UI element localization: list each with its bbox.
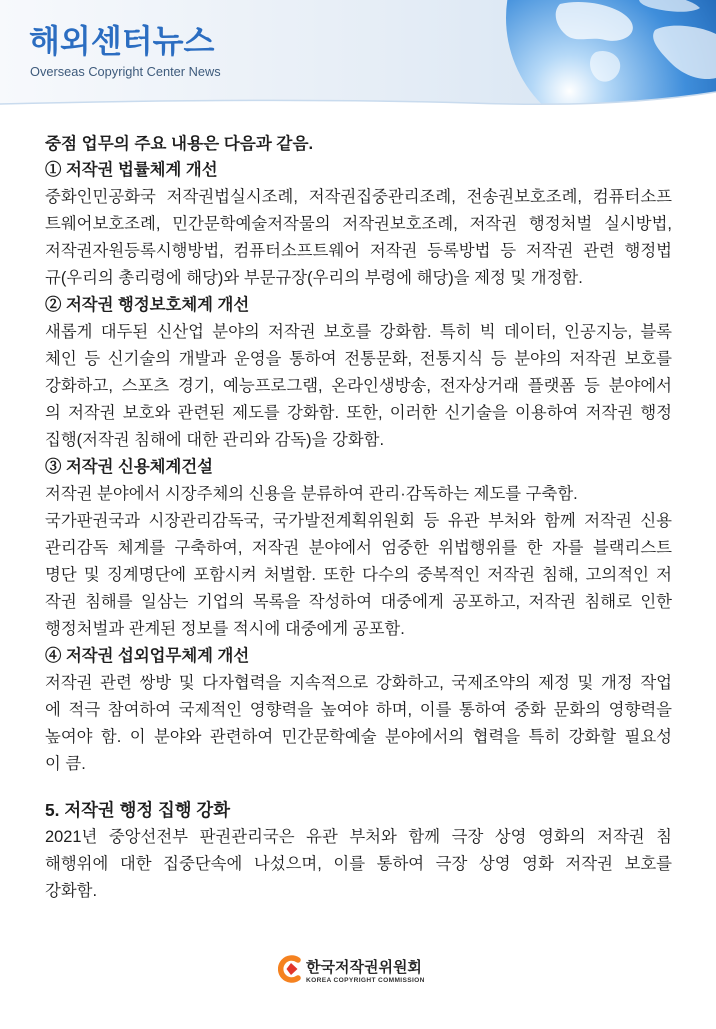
section-administrative-protection bbox=[45, 292, 672, 454]
body-line: 규(우리의 총리령에 해당)와 부문규장(우리의 부령에 해당)을 제정 및 개정함. bbox=[45, 269, 583, 287]
section-heading: ① 저작권 법률체계 개선 bbox=[45, 161, 218, 179]
paragraph bbox=[45, 508, 672, 643]
newsletter-subtitle: Overseas Copyright Center News bbox=[30, 64, 221, 79]
body-line: 강화하고, 스포츠 경기, 예능프로그램, 온라인생방송, 전자상거래 플랫폼 등 분야에서 bbox=[45, 377, 672, 395]
section-legal-framework bbox=[45, 157, 672, 292]
paragraph bbox=[45, 319, 672, 454]
body-line: 새롭게 대두된 신산업 분야의 저작권 보호를 강화함. 특히 빅 데이터, 인공지능, 블록 bbox=[45, 323, 672, 341]
section-enforcement bbox=[45, 797, 672, 905]
section-heading: ③ 저작권 신용체계건설 bbox=[45, 458, 213, 476]
body-line: 의 저작권 보호와 관련된 제도를 강화함. 또한, 이러한 신기술을 이용하여 저작권 행정 bbox=[45, 404, 672, 422]
paragraph bbox=[45, 670, 672, 778]
body-line: 관리감독 체계를 구축하여, 저작권 분야에서 엄중한 위법행위를 한 자를 블랙리스트 bbox=[45, 539, 672, 557]
body-line: 해행위에 대한 집중단속에 나섰으며, 이를 통하여 극장 상영 영화 저작권 보호를 bbox=[45, 854, 672, 873]
paragraph bbox=[45, 824, 672, 905]
body-line: 저작권자원등록시행방법, 컴퓨터소프트웨어 저작권 등록방법 등 저작권 관련 행정법 bbox=[45, 242, 672, 260]
section-heading: ② 저작권 행정보호체계 개선 bbox=[45, 296, 250, 314]
publisher-name-english: KOREA COPYRIGHT COMMISSION bbox=[306, 977, 425, 984]
body-line: 저작권 분야에서 시장주체의 신용을 분류하여 관리·감독하는 제도를 구축함. bbox=[45, 485, 578, 503]
newsletter-banner bbox=[0, 0, 716, 108]
section-credit-system bbox=[45, 454, 672, 643]
body-line: 작권 침해를 일삼는 기업의 목록을 작성하여 대중에게 공포하고, 저작권 침해로 인한 bbox=[45, 593, 672, 611]
section-heading: 5. 저작권 행정 집행 강화 bbox=[45, 799, 231, 820]
article-body bbox=[45, 130, 672, 905]
body-line: 중화인민공화국 저작권법실시조례, 저작권집중관리조례, 전송권보호조례, 컴퓨터소프 bbox=[45, 188, 672, 206]
body-line: 이 큼. bbox=[45, 755, 86, 773]
body-line: 강화함. bbox=[45, 881, 98, 900]
section-heading: ④ 저작권 섭외업무체계 개선 bbox=[45, 647, 250, 665]
intro-statement: 중점 업무의 주요 내용은 다음과 같음. bbox=[45, 134, 314, 153]
body-line: 국가판권국과 시장관리감독국, 국가발전계획위원회 등 유관 부처와 함께 저작권 신용 bbox=[45, 512, 672, 530]
korea-copyright-commission-logo-icon bbox=[278, 953, 304, 985]
publisher-name: 한국저작권위원회 bbox=[306, 958, 422, 976]
body-line: 체인 등 신기술의 개발과 운영을 통하여 전통문화, 전통지식 등 분야의 저작권 보호를 bbox=[45, 350, 672, 368]
paragraph bbox=[45, 184, 672, 292]
body-line: 2021년 중앙선전부 판권관리국은 유관 부처와 함께 극장 상영 영화의 저작권 침 bbox=[45, 827, 672, 846]
body-line: 집행(저작권 침해에 대한 관리와 감독)을 강화함. bbox=[45, 431, 385, 449]
body-line: 행정처벌과 관계된 정보를 적시에 대중에게 공포함. bbox=[45, 620, 405, 638]
newsletter-title: 해외센터뉴스 bbox=[29, 22, 215, 60]
body-line: 저작권 관련 쌍방 및 다자협력을 지속적으로 강화하고, 국제조약의 제정 및 개정 작업 bbox=[45, 674, 672, 692]
paragraph bbox=[45, 481, 672, 508]
body-line: 트웨어보호조례, 민간문학예술저작물의 저작권보호조례, 저작권 행정처벌 실시방법, bbox=[45, 215, 672, 233]
section-foreign-affairs bbox=[45, 643, 672, 778]
publisher-logo bbox=[278, 952, 438, 992]
globe-icon bbox=[506, 0, 716, 108]
body-line: 에 적극 참여하여 국제적인 영향력을 높여야 하며, 이를 통하여 중화 문화의 영향력을 bbox=[45, 701, 672, 719]
body-line: 높여야 함. 이 분야와 관련하여 민간문학예술 분야에서의 협력을 특히 강화할 필요성 bbox=[45, 728, 672, 746]
body-line: 명단 및 징계명단에 포함시켜 처벌함. 또한 다수의 중복적인 저작권 침해, 고의적인 저 bbox=[45, 566, 672, 584]
